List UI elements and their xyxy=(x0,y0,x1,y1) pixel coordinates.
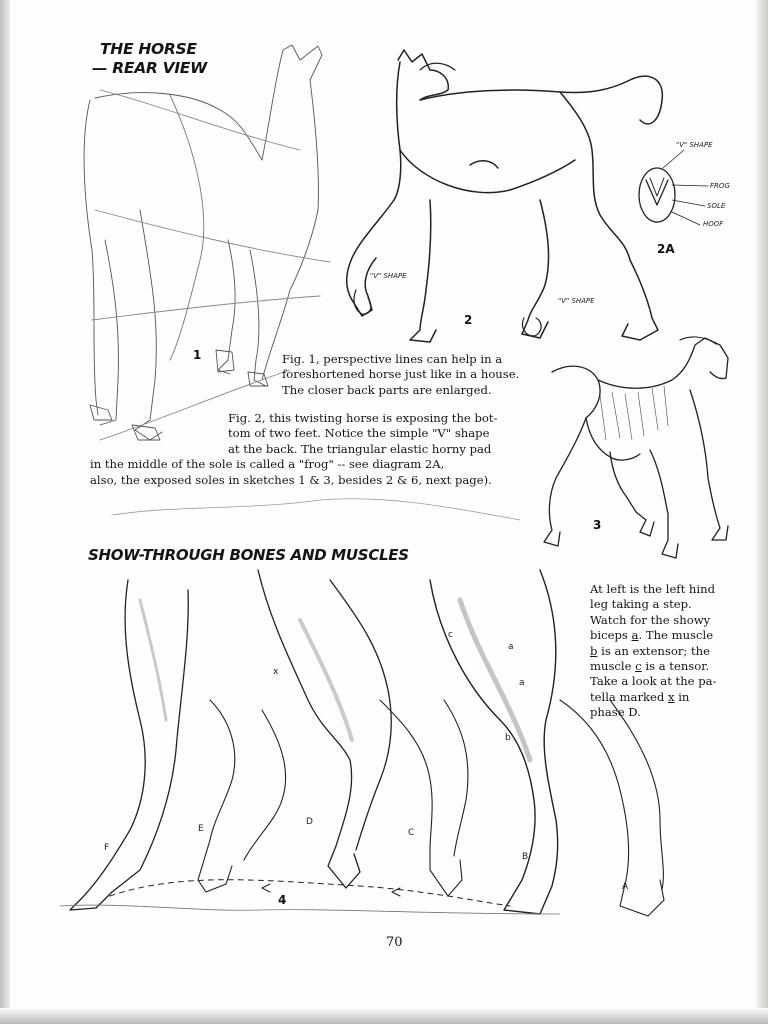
figure-number-4: 4 xyxy=(278,893,287,907)
side-caption-text: . The muscle xyxy=(638,628,714,643)
side-caption-line: At left is the left hind xyxy=(590,582,716,596)
fig2-caption-line: in the middle of the sole is called a "frog" -- see diagram 2A, xyxy=(90,457,445,472)
side-caption-text: biceps xyxy=(590,628,632,643)
side-caption xyxy=(590,582,716,721)
fig2-caption-line: also, the exposed soles in sketches 1 & 3, besides 2 & 6, next page). xyxy=(90,472,492,487)
side-caption-line: Take a look at the pa- xyxy=(590,674,717,689)
muscle-ref-a: a xyxy=(631,628,639,643)
side-caption-line xyxy=(590,659,716,674)
patella-ref-x: x xyxy=(667,689,675,704)
muscle-label-c: c xyxy=(448,630,453,640)
figure-number-1: 1 xyxy=(193,348,202,362)
muscle-ref-b: b xyxy=(590,643,598,658)
side-caption-text: tella marked xyxy=(590,689,668,704)
side-caption-line: phase D. xyxy=(590,705,641,720)
figure-number-2a: 2A xyxy=(657,242,675,256)
side-caption-line xyxy=(590,628,716,643)
phase-label-f: F xyxy=(104,843,110,853)
side-caption-line xyxy=(590,690,716,705)
sketch-label-v-shape: "V" SHAPE xyxy=(370,272,407,280)
muscle-ref-c: c xyxy=(635,659,642,674)
fig1-caption-line: foreshortened horse just like in a house. xyxy=(282,367,520,382)
fig2-caption xyxy=(90,411,497,488)
muscle-label-b: b xyxy=(505,733,511,743)
fig1-caption-line: Fig. 1, perspective lines can help in a xyxy=(282,352,503,366)
muscle-label-a: a xyxy=(508,642,514,652)
figure-number-2: 2 xyxy=(464,313,473,327)
hoof-label-v-shape: "V" SHAPE xyxy=(676,141,713,149)
fig1-caption-line: The closer back parts are enlarged. xyxy=(282,382,492,397)
fig2a-hoof-diagram xyxy=(639,150,708,225)
rear-view-heading xyxy=(92,40,207,78)
side-caption-text: in xyxy=(674,689,690,704)
side-caption-line: leg taking a step. xyxy=(590,597,692,612)
rear-view-heading-line1: THE HORSE xyxy=(100,40,197,58)
fig2-twisting-horse xyxy=(347,50,663,342)
side-caption-text: muscle xyxy=(590,659,636,674)
muscle-label-a: a xyxy=(519,678,525,688)
hoof-label-hoof: HOOF xyxy=(703,220,724,228)
fig3-textured-horse xyxy=(544,337,728,558)
phase-label-a: A xyxy=(622,882,629,892)
hoof-label-sole: SOLE xyxy=(707,202,726,210)
fig2-caption-line: tom of two feet. Notice the simple "V" shape xyxy=(228,426,490,441)
side-caption-text: is a tensor. xyxy=(641,659,710,674)
phase-label-d: D xyxy=(306,817,313,827)
phase-label-b: B xyxy=(522,852,529,862)
figure-number-3: 3 xyxy=(593,518,602,532)
phase-label-c: C xyxy=(408,828,415,838)
side-caption-text: is an extensor; the xyxy=(597,643,710,658)
page-number: 70 xyxy=(386,935,403,950)
patella-label-x: x xyxy=(273,667,279,677)
bones-muscles-heading: SHOW-THROUGH BONES AND MUSCLES xyxy=(88,546,409,564)
side-caption-line: Watch for the showy xyxy=(590,612,711,627)
hoof-label-frog: FROG xyxy=(710,182,730,190)
phase-label-e: E xyxy=(198,824,204,834)
sketch-label-v-shape: "V" SHAPE xyxy=(558,297,595,305)
fig2-caption-line: Fig. 2, this twisting horse is exposing the bot- xyxy=(228,411,498,425)
rear-view-heading-line2: — REAR VIEW xyxy=(92,59,207,77)
side-caption-line xyxy=(590,644,716,659)
fig2-caption-line: at the back. The triangular elastic horny pad xyxy=(228,441,492,456)
fig1-caption xyxy=(282,352,519,398)
